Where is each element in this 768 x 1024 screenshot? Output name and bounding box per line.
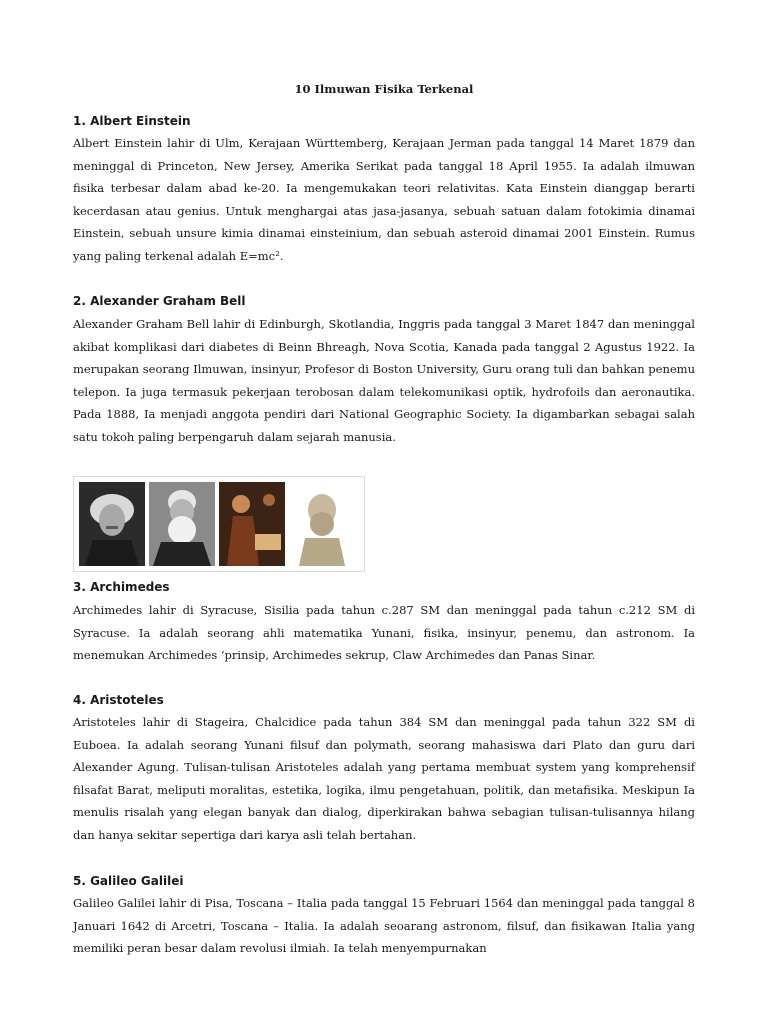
archimedes-painting bbox=[219, 482, 285, 566]
section-heading-bell: 2. Alexander Graham Bell bbox=[73, 294, 246, 308]
section-body-bell: Alexander Graham Bell lahir di Edinburgh, Skotlandia, Inggris pada tanggal 3 Maret 1847 dan meninggal akibat komplikasi dari diabetes di Beinn Bhreagh, Nova Scotia, Kanada pada tanggal 2 Agustus 1922. Ia merupakan seorang Ilmuwan, insinyur, Profesor di Boston University, Guru orang tuli dan bahkan penemu telepon. Ia juga termasuk pekerjaan terobosan dalam telekomunikasi optik, hydrofoils dan aeronautika. Pada 1888, Ia menjadi anggota pendiri dari National Geographic Society. Ia digambarkan sebagai salah satu tokoh paling berpengaruh dalam sejarah manusia. bbox=[73, 317, 695, 444]
document-title: 10 Ilmuwan Fisika Terkenal bbox=[294, 82, 474, 96]
section-body-einstein: Albert Einstein lahir di Ulm, Kerajaan Württemberg, Kerajaan Jerman pada tanggal 14 Maret 1879 dan meninggal di Princeton, New Jersey, Amerika Serikat pada tanggal 18 April 1955. Ia adalah ilmuwan fisika terbesar dalam abad ke-20. Ia mengemukakan teori relativitas. Kata Einstein dianggap berarti kecerdasan atau genius. Untuk menghargai atas jasa-jasanya, sebuah satuan dalam fotokimia dinamai Einstein, sebuah unsure kimia dinamai einsteinium, dan sebuah asteroid dinamai 2001 Einstein. Rumus yang paling terkenal adalah E=mc². bbox=[73, 136, 695, 263]
portrait-strip bbox=[73, 476, 365, 572]
section-heading-einstein: 1. Albert Einstein bbox=[73, 114, 191, 128]
einstein-portrait bbox=[79, 482, 145, 566]
section-heading-galileo: 5. Galileo Galilei bbox=[73, 874, 184, 888]
section-body-archimedes: Archimedes lahir di Syracuse, Sisilia pada tahun c.287 SM dan meninggal pada tahun c.212 SM di Syracuse. Ia adalah seorang ahli matematika Yunani, fisika, insinyur, penemu, dan astronom. Ia menemukan Archimedes ‘prinsip, Archimedes sekrup, Claw Archimedes dan Panas Sinar. bbox=[73, 603, 695, 663]
bell-portrait bbox=[149, 482, 215, 566]
section-heading-aristoteles: 4. Aristoteles bbox=[73, 693, 164, 707]
section-heading-archimedes: 3. Archimedes bbox=[73, 580, 170, 594]
section-body-galileo: Galileo Galilei lahir di Pisa, Toscana – Italia pada tanggal 15 Februari 1564 dan meninggal pada tanggal 8 Januari 1642 di Arcetri, Toscana – Italia. Ia adalah seoarang astronom, filsuf, dan fisikawan Italia yang memiliki peran besar dalam revolusi ilmiah. Ia telah menyempurnakan bbox=[73, 896, 695, 956]
section-body-aristoteles: Aristoteles lahir di Stageira, Chalcidice pada tahun 384 SM dan meninggal pada tahun 322 SM di Euboea. Ia adalah seorang Yunani filsuf dan polymath, seorang mahasiswa dari Plato dan guru dari Alexander Agung. Tulisan-tulisan Aristoteles adalah yang pertama membuat system yang komprehensif filsafat Barat, meliputi moralitas, estetika, logika, ilmu pengetahuan, politik, dan metafisika. Meskipun Ia menulis risalah yang elegan banyak dan dialog, diperkirakan bahwa sebagian tulisan-tulisannya hilang dan hanya sekitar sepertiga dari karya asli telah bertahan. bbox=[73, 715, 695, 842]
aristotle-bust bbox=[289, 482, 355, 566]
